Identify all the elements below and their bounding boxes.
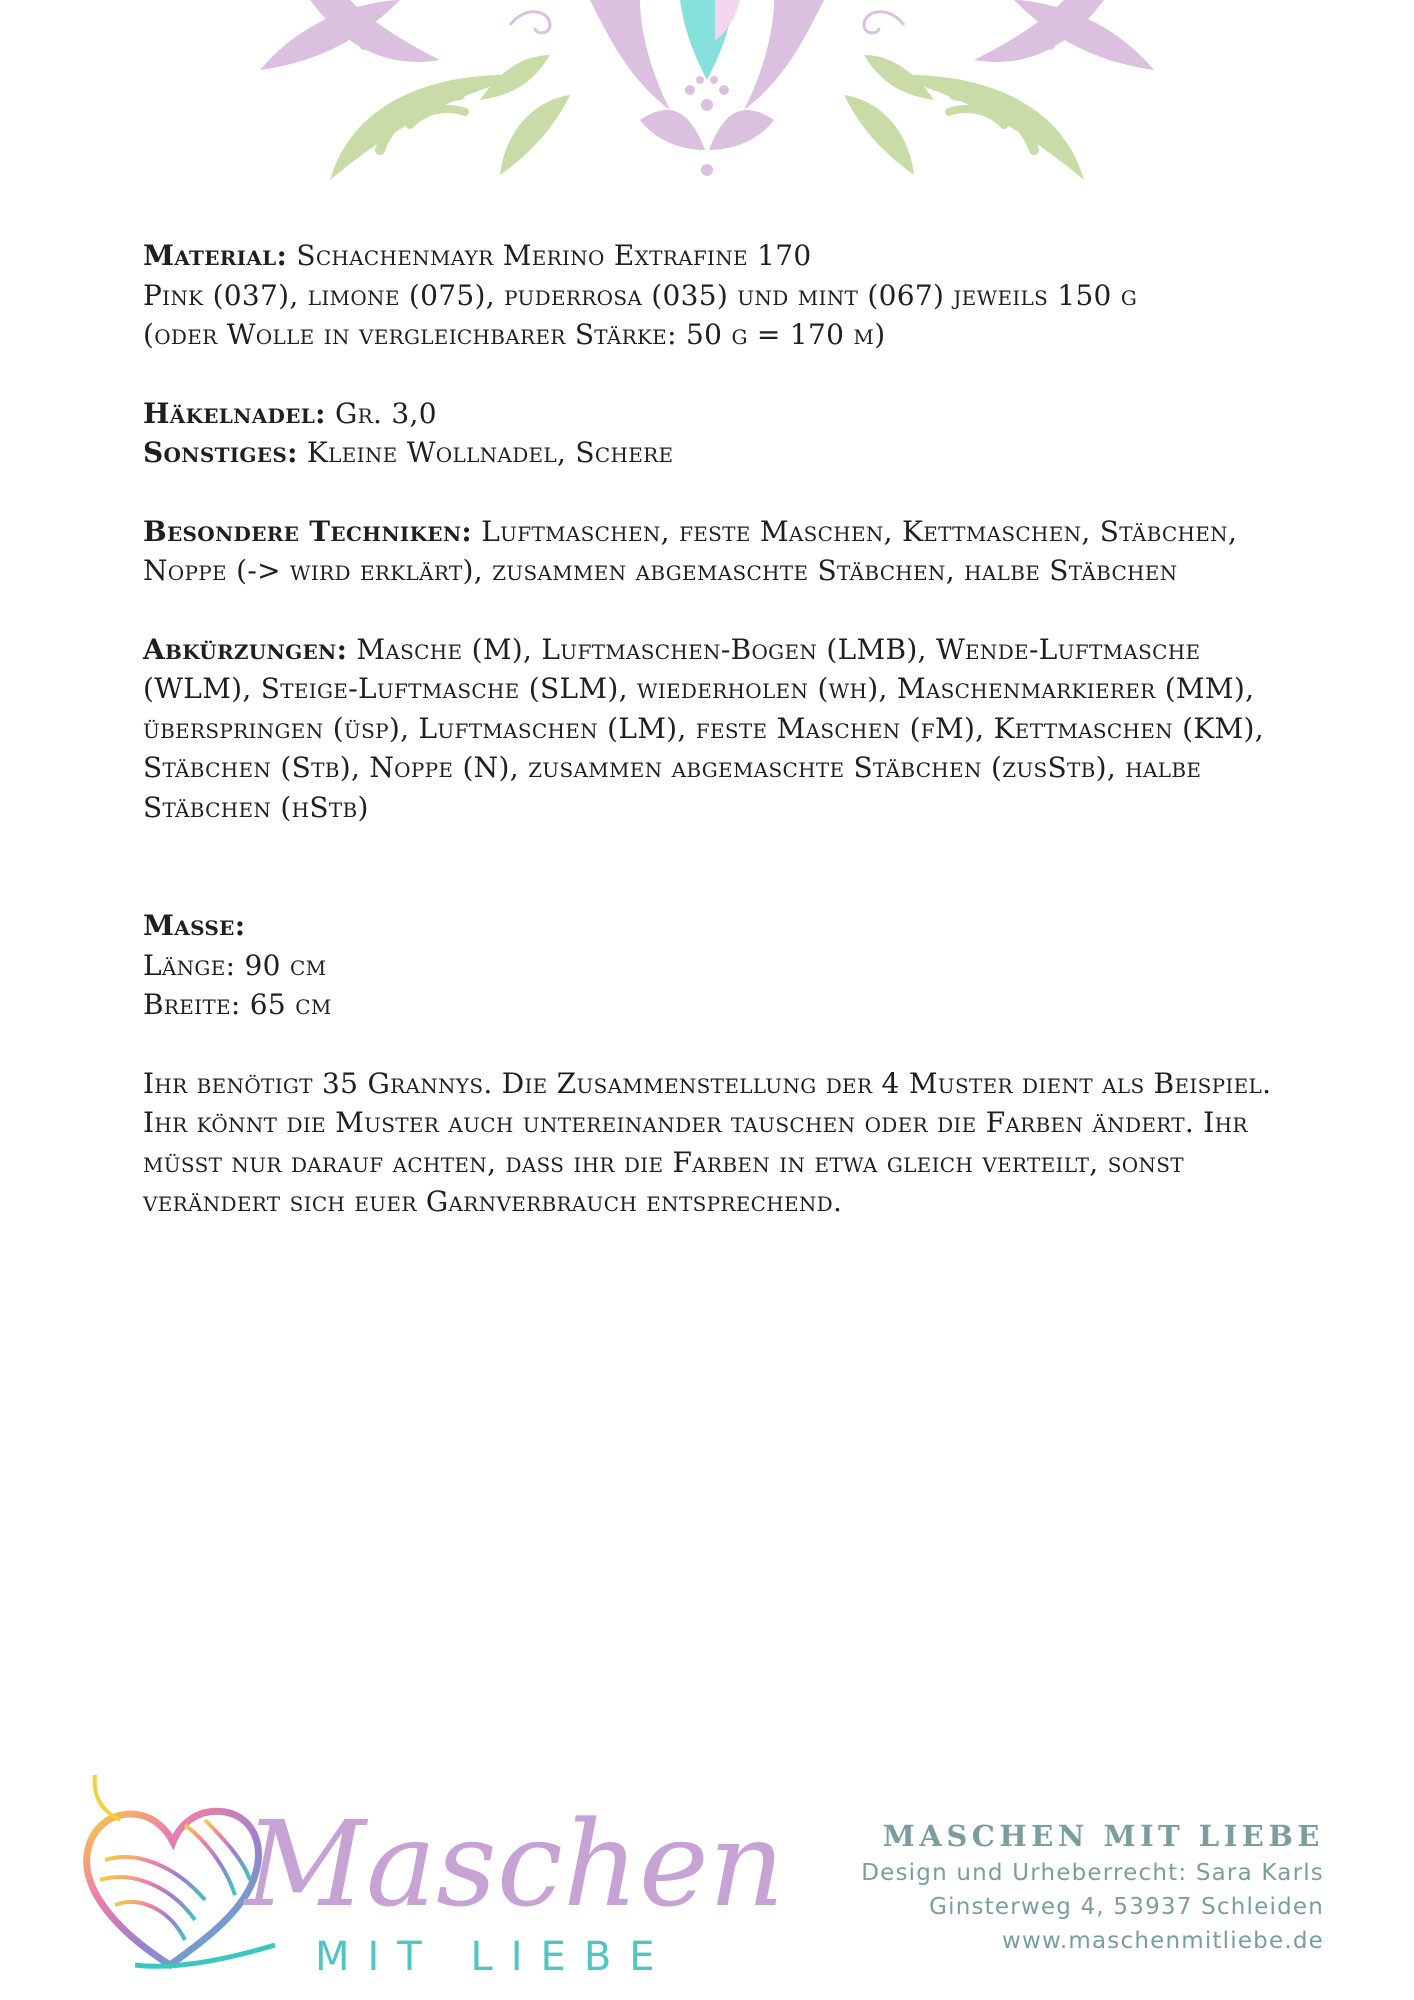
material-colors: Pink (037), limone (075), puderrosa (035) und mint (067) jeweils 150 g <box>143 278 1138 312</box>
techniques-value: Luftmaschen, feste Maschen, Kettmaschen, Stäbchen, Noppe (-> wird erklärt), zusammen abgemaschte Stäbchen, halbe Stäbchen <box>143 514 1238 587</box>
pattern-info <box>143 236 1283 1261</box>
material-section <box>143 236 1283 355</box>
logo-script-text: Maschen <box>245 1795 785 1933</box>
info-paragraph: Ihr benötigt 35 Grannys. Die Zusammenstellung der 4 Muster dient als Beispiel. Ihr könnt die Muster auch untereinander tauschen oder die Farben ändert. Ihr müsst nur darauf achten, dass ihr die Farben in etwa gleich verteilt, sonst verändert sich euer Garnverbrauch entsprechend. <box>143 1066 1272 1218</box>
misc-value: Kleine Wollnadel, Schere <box>297 436 674 469</box>
hook-value: Gr. 3,0 <box>325 396 437 430</box>
footer-address: Ginsterweg 4, 53937 Schleiden <box>929 1894 1324 1920</box>
logo-caps-text: MIT LIEBE <box>315 1934 673 1980</box>
abbreviations-value: Masche (M), Luftmaschen-Bogen (LMB), Wende-Luftmasche (WLM), Steige-Luftmasche (SLM), wiederholen (wh), Maschenmarkierer (MM), überspringen (üsp), Luftmaschen (LM), feste Maschen (fM), Kettmaschen (KM), Stäbchen (Stb), Noppe (N), zusammen abgemaschte Stäbchen (zusStb), halbe Stäbchen (hStb) <box>143 632 1264 824</box>
dimensions-width: Breite: 65 cm <box>143 988 332 1021</box>
floral-ornament <box>250 0 1164 195</box>
material-value: Schachenmayr Merino Extrafine 170 <box>287 239 812 272</box>
dimensions-length: Länge: 90 cm <box>143 948 327 982</box>
abbreviations-label: Abkürzungen: <box>143 632 348 666</box>
dimensions-section <box>143 906 1283 1025</box>
material-alternative: (oder Wolle in vergleichbarer Stärke: 50 g = 170 m) <box>143 318 886 351</box>
dimensions-label: Masse: <box>143 909 246 942</box>
maschen-mit-liebe-logo <box>75 1770 795 1980</box>
footer-website-link[interactable]: www.maschenmitliebe.de <box>1001 1928 1324 1954</box>
misc-label: Sonstiges: <box>143 436 298 469</box>
tools-section <box>143 394 1283 473</box>
material-label: Material: <box>143 239 288 272</box>
techniques-section <box>143 512 1283 591</box>
techniques-label: Besondere Techniken: <box>143 514 473 548</box>
abbreviations-section <box>143 630 1283 828</box>
hook-label: Häkelnadel: <box>143 396 326 430</box>
footer-contact <box>861 1816 1324 1958</box>
footer-brand: MASCHEN MIT LIEBE <box>882 1819 1324 1853</box>
footer-copyright: Design und Urheberrecht: Sara Karls <box>861 1860 1324 1886</box>
